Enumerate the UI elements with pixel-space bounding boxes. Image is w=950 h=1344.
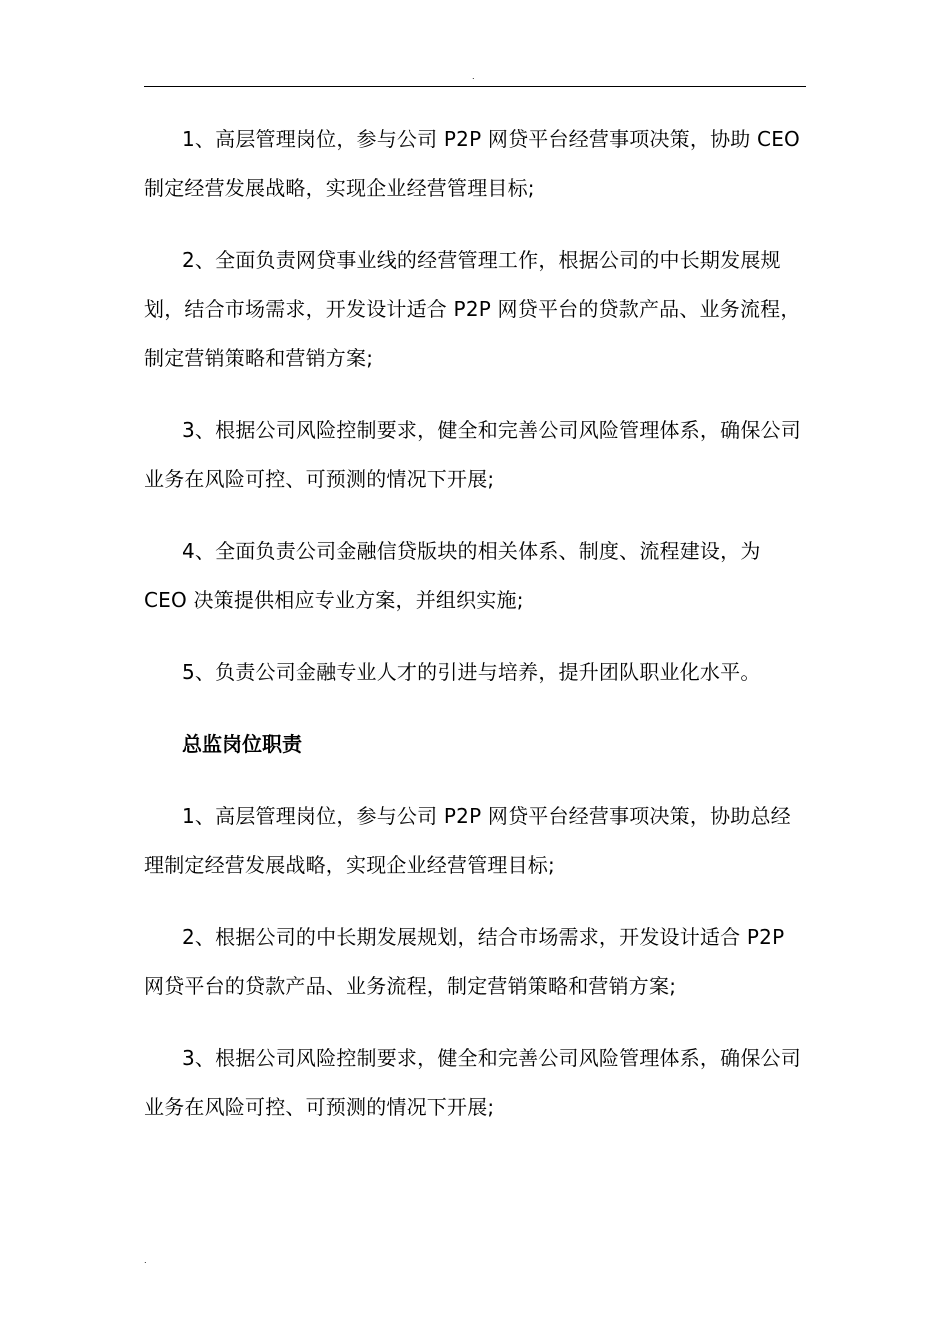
footer-mark: . xyxy=(144,1256,147,1265)
header-mark: . xyxy=(472,72,475,81)
header-rule xyxy=(144,86,806,87)
section2-item-1: 1、高层管理岗位，参与公司 P2P 网贷平台经营事项决策，协助总经理制定经营发展战略，实现企业经营管理目标; xyxy=(144,804,791,877)
section2-item-2: 2、根据公司的中长期发展规划，结合市场需求，开发设计适合 P2P 网贷平台的贷款产品、业务流程，制定营销策略和营销方案; xyxy=(144,925,785,998)
section2-item-3: 3、根据公司风险控制要求，健全和完善公司风险管理体系，确保公司业务在风险可控、可预测的情况下开展; xyxy=(144,1046,801,1119)
section1-item-3: 3、根据公司风险控制要求，健全和完善公司风险管理体系，确保公司业务在风险可控、可预测的情况下开展; xyxy=(144,418,801,491)
section2-heading: 总监岗位职责 xyxy=(182,732,302,756)
section1-item-4: 4、全面负责公司金融信贷版块的相关体系、制度、流程建设，为 CEO 决策提供相应专业方案，并组织实施; xyxy=(144,539,761,612)
section1-item-2: 2、全面负责网贷事业线的经营管理工作，根据公司的中长期发展规划，结合市场需求，开发设计适合 P2P 网贷平台的贷款产品、业务流程，制定营销策略和营销方案; xyxy=(144,248,801,370)
section1-item-5: 5、负责公司金融专业人才的引进与培养，提升团队职业化水平。 xyxy=(182,660,761,684)
document-body xyxy=(144,115,806,1155)
section1-item-1: 1、高层管理岗位，参与公司 P2P 网贷平台经营事项决策，协助 CEO 制定经营发展战略，实现企业经营管理目标; xyxy=(144,127,800,200)
